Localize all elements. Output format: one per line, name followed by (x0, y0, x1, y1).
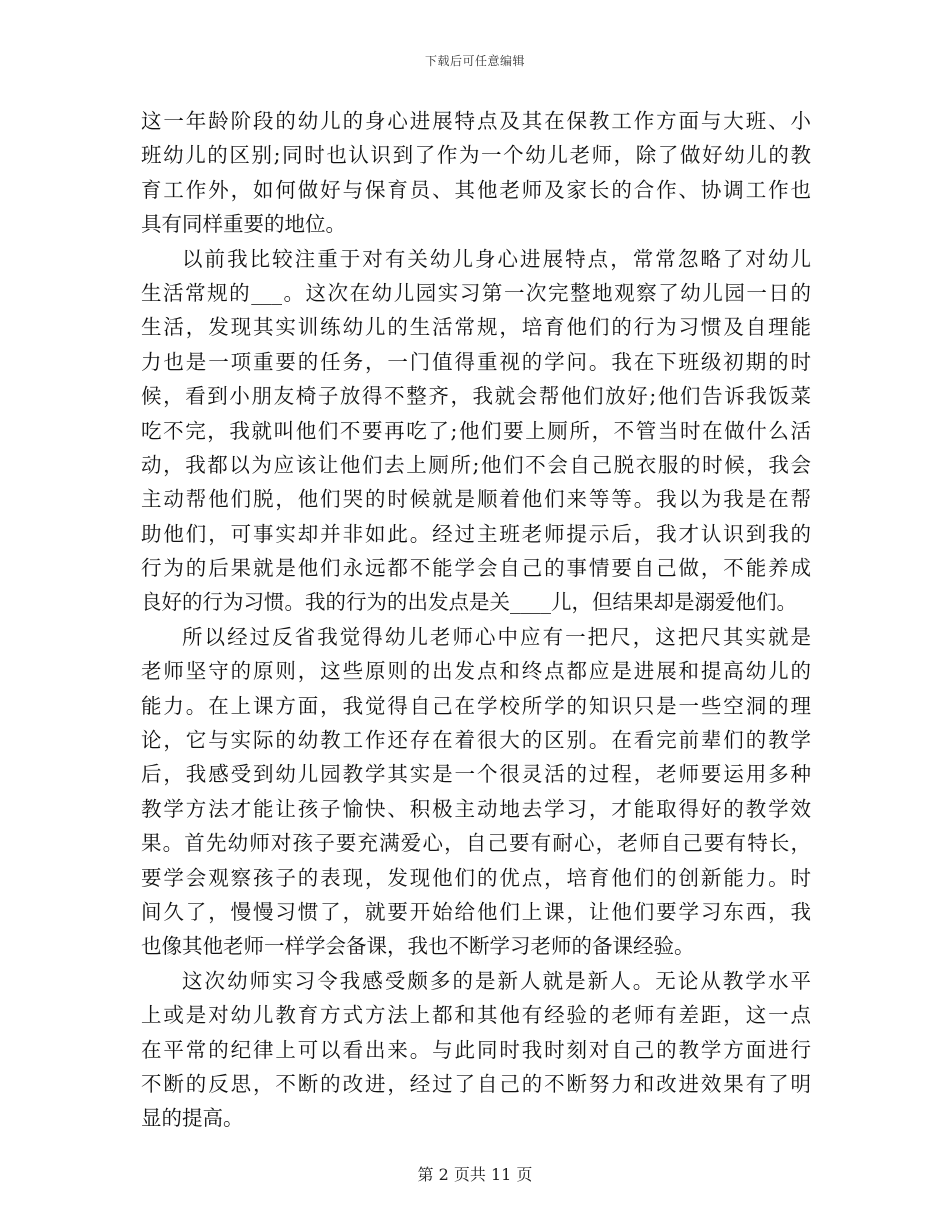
text-line: 候，看到小朋友椅子放得不整齐，我就会帮他们放好;他们告诉我饭菜 (141, 384, 811, 409)
text-line: 这次幼师实习令我感受颇多的是新人就是新人。无论从教学水平 (182, 968, 811, 993)
text-line: 班幼儿的区别;同时也认识到了作为一个幼儿老师，除了做好幼儿的教 (141, 143, 811, 168)
text-line: 间久了，慢慢习惯了，就要开始给他们上课，让他们要学习东西，我 (141, 899, 811, 924)
text-line: 具有同样重要的地位。 (141, 212, 346, 237)
text-line: 良好的行为习惯。我的行为的出发点是关____儿，但结果却是溺爱他们。 (141, 590, 797, 615)
text-line: 上或是对幼儿教育方式方法上都和其他有经验的老师有差距，这一点 (141, 1003, 811, 1028)
text-line: 老师坚守的原则，这些原则的出发点和终点都应是进展和提高幼儿的 (141, 659, 811, 684)
text-line: 能力。在上课方面，我觉得自己在学校所学的知识只是一些空洞的理 (141, 693, 811, 718)
text-line: 主动帮他们脱，他们哭的时候就是顺着他们来等等。我以为我是在帮 (141, 487, 811, 512)
text-line: 论，它与实际的幼教工作还存在着很大的区别。在看完前辈们的教学 (141, 728, 811, 753)
text-line: 这一年龄阶段的幼儿的身心进展特点及其在保教工作方面与大班、小 (141, 109, 811, 133)
text-line: 动，我都以为应该让他们去上厕所;他们不会自己脱衣服的时候，我会 (141, 452, 811, 477)
page-footer: 第 2 页共 11 页 (417, 1165, 533, 1184)
text-line: 吃不完，我就叫他们不要再吃了;他们要上厕所，不管当时在做什么活 (141, 418, 811, 443)
text-line: 在平常的纪律上可以看出来。与此同时我时刻对自己的教学方面进行 (141, 1037, 811, 1062)
document-body (141, 104, 811, 1136)
text-line: 行为的后果就是他们永远都不能学会自己的事情要自己做，不能养成 (141, 556, 811, 581)
text-line: 所以经过反省我觉得幼儿老师心中应有一把尺，这把尺其实就是 (182, 624, 811, 649)
text-line: 教学方法才能让孩子愉快、积极主动地去学习，才能取得好的教学效 (141, 796, 811, 821)
text-line: 生活常规的___。这次在幼儿园实习第一次完整地观察了幼儿园一日的 (141, 280, 811, 305)
text-line: 后，我感受到幼儿园教学其实是一个很灵活的过程，老师要运用多种 (141, 762, 811, 787)
text-line: 也像其他老师一样学会备课，我也不断学习老师的备课经验。 (141, 934, 695, 959)
text-line: 显的提高。 (141, 1106, 244, 1131)
text-line: 不断的反思，不断的改进，经过了自己的不断努力和改进效果有了明 (141, 1071, 811, 1096)
text-line: 生活，发现其实训练幼儿的生活常规，培育他们的行为习惯及自理能 (141, 315, 811, 340)
text-line: 力也是一项重要的任务，一门值得重视的学问。我在下班级初期的时 (141, 349, 811, 374)
text-line: 育工作外，如何做好与保育员、其他老师及家长的合作、协调工作也 (141, 177, 811, 202)
text-line: 要学会观察孩子的表现，发现他们的优点，培育他们的创新能力。时 (141, 865, 811, 890)
text-line: 以前我比较注重于对有关幼儿身心进展特点，常常忽略了对幼儿 (182, 246, 811, 271)
text-line: 果。首先幼师对孩子要充满爱心，自己要有耐心，老师自己要有特长， (141, 831, 811, 856)
page-header: 下载后可任意编辑 (424, 54, 525, 68)
text-line: 助他们，可事实却并非如此。经过主班老师提示后，我才认识到我的 (141, 521, 811, 546)
